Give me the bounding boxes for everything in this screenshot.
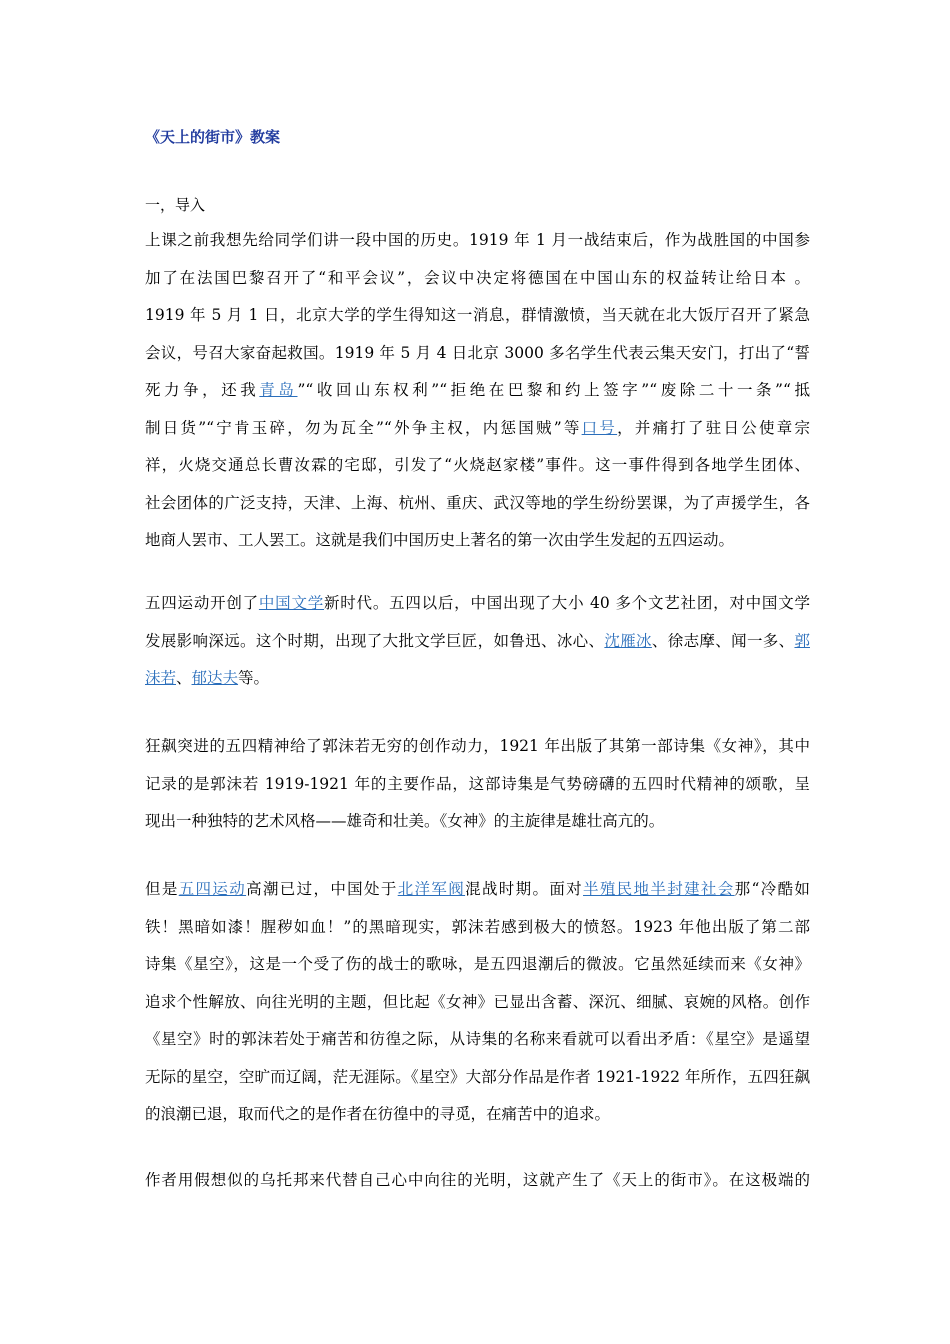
text-segment: 作者用假想似的乌托邦来代替自己心中向往的光明，这就产生了《天上的街市》。在这极端的 <box>145 1171 810 1189</box>
text-segment: 社会团体的广泛支持，天津、上海、杭州、重庆、武汉等地的学生纷纷罢课，为了声援学生，各 <box>145 493 810 512</box>
hyperlink[interactable]: 半殖民地半封建社会 <box>583 880 735 898</box>
text-segment: 但是 <box>145 880 179 898</box>
document-title: 《天上的街市》教案 <box>145 128 281 146</box>
text-line <box>145 585 810 623</box>
text-segment: 的浪潮已退，取而代之的是作者在彷徨中的寻觅，在痛苦中的追求。 <box>145 1105 611 1123</box>
text-segment: 、 <box>176 669 192 687</box>
text-segment: 狂飙突进的五四精神给了郭沫若无穷的创作动力，1921 年出版了其第一部诗集《女神》，其中 <box>145 737 810 755</box>
text-segment: 等。 <box>238 669 270 687</box>
text-segment: 上课之前我想先给同学们讲一段中国的历史。1919 年 1 月一战结束后，作为战胜国的中国参 <box>145 231 810 249</box>
hyperlink[interactable]: 沫若 <box>145 669 177 687</box>
text-segment: 地商人罢市、工人罢工。这就是我们中国历史上著名的第一次由学生发起的五四运动。 <box>145 531 735 549</box>
text-line <box>145 946 810 984</box>
hyperlink[interactable]: 郭 <box>794 631 810 650</box>
text-line <box>145 766 810 804</box>
section-heading: 一，导入 <box>145 196 206 214</box>
text-line <box>145 260 810 298</box>
hyperlink[interactable]: 沈雁冰 <box>604 631 652 650</box>
paragraph-goddess <box>145 728 810 841</box>
text-segment: 诗集《星空》，这是一个受了伤的战士的歌咏，是五四退潮后的微波。它虽然延续而来《女神》 <box>145 955 810 973</box>
text-segment: 无际的星空，空旷而辽阔，茫无涯际。《星空》大部分作品是作者 1921-1922 年所作，五四狂飙 <box>145 1067 810 1086</box>
hyperlink[interactable]: 中国文学 <box>258 594 324 612</box>
text-segment: 1919 年 5 月 1 日，北京大学的学生得知这一消息，群情激愤，当天就在北大饭厅召开了紧急 <box>145 306 810 324</box>
text-line <box>145 297 810 335</box>
hyperlink[interactable]: 北洋军阀 <box>397 880 466 898</box>
text-segment: 铁！黑暗如漆！腥秽如血！”的黑暗现实，郭沫若感到极大的愤怒。1923 年他出版了第二部 <box>145 917 810 936</box>
text-segment: ”“收回山东权利”“拒绝在巴黎和约上签字”“废除二十一条”“抵 <box>297 381 810 399</box>
hyperlink[interactable]: 口号 <box>581 418 618 437</box>
text-line <box>145 660 810 698</box>
text-line <box>145 372 810 410</box>
text-line <box>145 803 810 841</box>
text-segment: 发展影响深远。这个时期，出现了大批文学巨匠，如鲁迅、冰心、 <box>145 631 605 650</box>
text-line <box>145 410 810 448</box>
text-line <box>145 909 810 947</box>
text-line <box>145 984 810 1022</box>
text-line <box>145 1096 810 1134</box>
text-line <box>145 522 810 560</box>
text-line <box>145 447 810 485</box>
text-segment: 加了在法国巴黎召开了“和平会议”，会议中决定将德国在中国山东的权益转让给日本 。 <box>145 268 810 287</box>
text-line <box>145 1021 810 1059</box>
text-segment: 新时代。五四以后，中国出现了大小 40 多个文艺社团，对中国文学 <box>324 594 810 612</box>
hyperlink[interactable]: 五四运动 <box>178 880 247 898</box>
text-segment: 五四运动开创了 <box>145 594 259 612</box>
text-line <box>145 485 810 523</box>
text-segment: 那“冷酷如 <box>734 880 810 898</box>
hyperlink[interactable]: 青岛 <box>259 381 298 399</box>
text-segment: 混战时期。面对 <box>465 880 584 898</box>
text-line <box>145 728 810 766</box>
text-line <box>145 623 810 661</box>
text-segment: 《星空》时的郭沫若处于痛苦和彷徨之际，从诗集的名称来看就可以看出矛盾：《星空》是遥望 <box>145 1030 810 1048</box>
text-segment: 死力争，还我 <box>145 381 260 399</box>
paragraph-history <box>145 222 810 560</box>
text-line <box>145 1162 810 1200</box>
text-segment: 制日货”“宁肯玉碎，勿为瓦全”“外争主权，内惩国贼”等 <box>145 418 582 437</box>
text-segment: 记录的是郭沫若 1919-1921 年的主要作品，这部诗集是气势磅礴的五四时代精神的颂歌，呈 <box>145 774 810 793</box>
text-line <box>145 335 810 373</box>
paragraph-heavenly-street <box>145 1162 810 1200</box>
text-segment: 高潮已过，中国处于 <box>246 880 398 898</box>
text-segment: 祥，火烧交通总长曹汝霖的宅邸，引发了“火烧赵家楼”事件。这一事件得到各地学生团体、 <box>145 456 810 474</box>
text-line <box>145 1059 810 1097</box>
text-segment: 、徐志摩、闻一多、 <box>651 631 795 650</box>
text-segment: ，并痛打了驻日公使章宗 <box>617 418 810 437</box>
text-line <box>145 222 810 260</box>
text-segment: 追求个性解放、向往光明的主题，但比起《女神》已显出含蓄、深沉、细腻、哀婉的风格。创作 <box>145 992 810 1011</box>
text-segment: 现出一种独特的艺术风格——雄奇和壮美。《女神》的主旋律是雄壮高亢的。 <box>145 812 665 830</box>
paragraph-new-literature <box>145 585 810 698</box>
paragraph-starry-sky <box>145 871 810 1134</box>
text-line <box>145 871 810 909</box>
text-segment: 会议，号召大家奋起救国。1919 年 5 月 4 日北京 3000 多名学生代表云集天安门，打出了“誓 <box>145 343 810 362</box>
hyperlink[interactable]: 郁达夫 <box>191 669 239 687</box>
